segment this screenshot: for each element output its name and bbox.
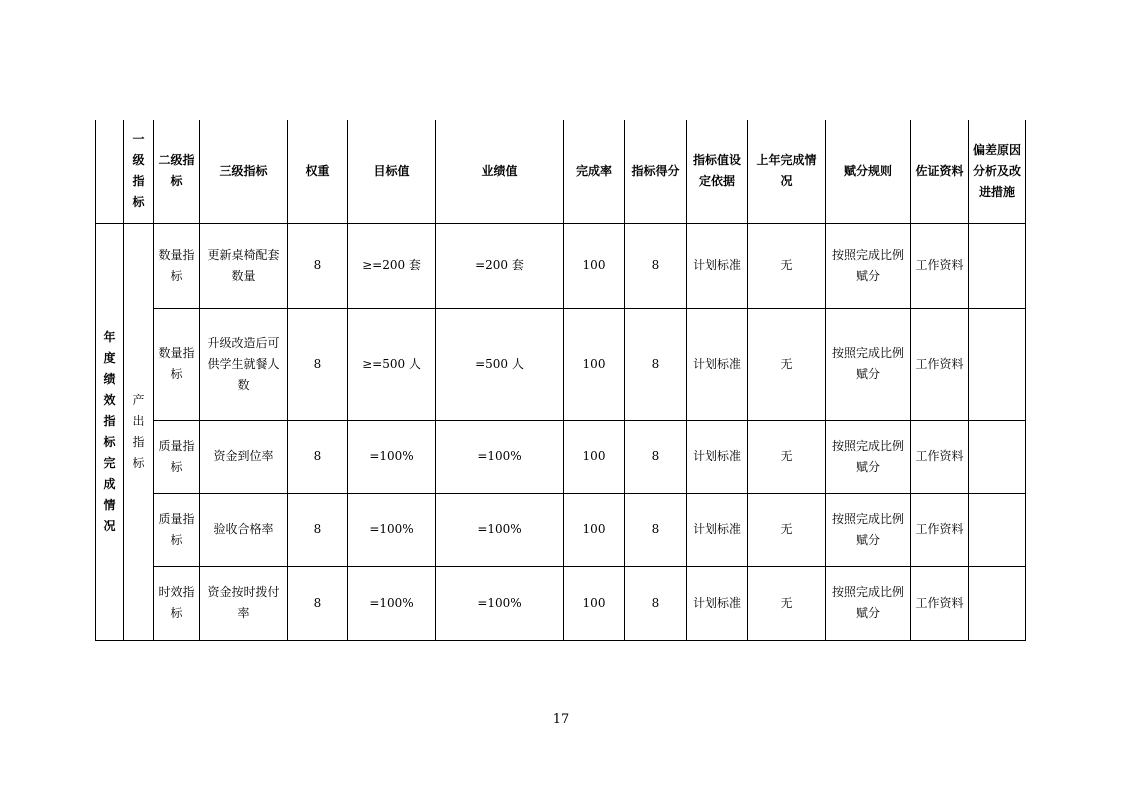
cell-rate: 100 (564, 493, 625, 566)
cell-actual: =100% (436, 566, 564, 640)
cell-rule: 按照完成比例赋分 (826, 493, 911, 566)
header-blank (96, 120, 124, 223)
cell-rate: 100 (564, 420, 625, 493)
cell-basis: 计划标准 (687, 493, 748, 566)
table-row (96, 420, 1026, 493)
cell-score: 8 (625, 566, 687, 640)
cell-rule: 按照完成比例赋分 (826, 420, 911, 493)
cell-deviation (969, 493, 1026, 566)
cell-actual: =100% (436, 420, 564, 493)
header-evidence: 佐证资料 (911, 120, 969, 223)
cell-target: =100% (348, 493, 436, 566)
cell-weight: 8 (288, 223, 348, 308)
cell-deviation (969, 566, 1026, 640)
cell-evidence: 工作资料 (911, 566, 969, 640)
header-level3: 三级指标 (200, 120, 288, 223)
cell-level2: 质量指标 (154, 420, 200, 493)
header-level1: 一 级 指 标 (124, 120, 154, 223)
cell-evidence: 工作资料 (911, 223, 969, 308)
cell-level3: 升级改造后可供学生就餐人数 (200, 308, 288, 420)
cell-deviation (969, 420, 1026, 493)
cell-deviation (969, 308, 1026, 420)
cell-level3: 资金按时拨付率 (200, 566, 288, 640)
header-last-year: 上年完成情况 (748, 120, 826, 223)
cell-level3: 资金到位率 (200, 420, 288, 493)
cell-rule: 按照完成比例赋分 (826, 566, 911, 640)
header-rate: 完成率 (564, 120, 625, 223)
cell-target: =100% (348, 566, 436, 640)
group-label: 年度绩效指标完成情况 (96, 223, 124, 640)
cell-target: ≥=500 人 (348, 308, 436, 420)
cell-last-year: 无 (748, 566, 826, 640)
cell-score: 8 (625, 493, 687, 566)
table-row (96, 308, 1026, 420)
header-deviation: 偏差原因分析及改进措施 (969, 120, 1026, 223)
cell-evidence: 工作资料 (911, 308, 969, 420)
cell-weight: 8 (288, 420, 348, 493)
cell-last-year: 无 (748, 493, 826, 566)
cell-actual: =500 人 (436, 308, 564, 420)
cell-level2: 数量指标 (154, 308, 200, 420)
header-rule: 赋分规则 (826, 120, 911, 223)
cell-target: =100% (348, 420, 436, 493)
level1-label: 产出指标 (124, 223, 154, 640)
cell-basis: 计划标准 (687, 223, 748, 308)
header-weight: 权重 (288, 120, 348, 223)
cell-rate: 100 (564, 308, 625, 420)
table-row (96, 566, 1026, 640)
performance-table (95, 120, 1026, 641)
cell-target: ≥=200 套 (348, 223, 436, 308)
cell-rate: 100 (564, 223, 625, 308)
cell-weight: 8 (288, 566, 348, 640)
header-level2: 二级指标 (154, 120, 200, 223)
cell-rule: 按照完成比例赋分 (826, 223, 911, 308)
cell-level3: 更新桌椅配套数量 (200, 223, 288, 308)
cell-level3: 验收合格率 (200, 493, 288, 566)
cell-score: 8 (625, 308, 687, 420)
table-row (96, 223, 1026, 308)
table-row (96, 493, 1026, 566)
header-basis: 指标值设定依据 (687, 120, 748, 223)
cell-level2: 质量指标 (154, 493, 200, 566)
cell-last-year: 无 (748, 308, 826, 420)
cell-score: 8 (625, 223, 687, 308)
cell-rate: 100 (564, 566, 625, 640)
cell-basis: 计划标准 (687, 308, 748, 420)
cell-score: 8 (625, 420, 687, 493)
cell-actual: =200 套 (436, 223, 564, 308)
cell-evidence: 工作资料 (911, 493, 969, 566)
cell-deviation (969, 223, 1026, 308)
cell-rule: 按照完成比例赋分 (826, 308, 911, 420)
cell-evidence: 工作资料 (911, 420, 969, 493)
cell-actual: =100% (436, 493, 564, 566)
header-score: 指标得分 (625, 120, 687, 223)
cell-basis: 计划标准 (687, 566, 748, 640)
header-target: 目标值 (348, 120, 436, 223)
cell-last-year: 无 (748, 420, 826, 493)
cell-level2: 时效指标 (154, 566, 200, 640)
cell-last-year: 无 (748, 223, 826, 308)
header-row (96, 120, 1026, 223)
cell-weight: 8 (288, 493, 348, 566)
cell-level2: 数量指标 (154, 223, 200, 308)
page-number: 17 (552, 712, 570, 727)
cell-weight: 8 (288, 308, 348, 420)
cell-basis: 计划标准 (687, 420, 748, 493)
header-actual: 业绩值 (436, 120, 564, 223)
